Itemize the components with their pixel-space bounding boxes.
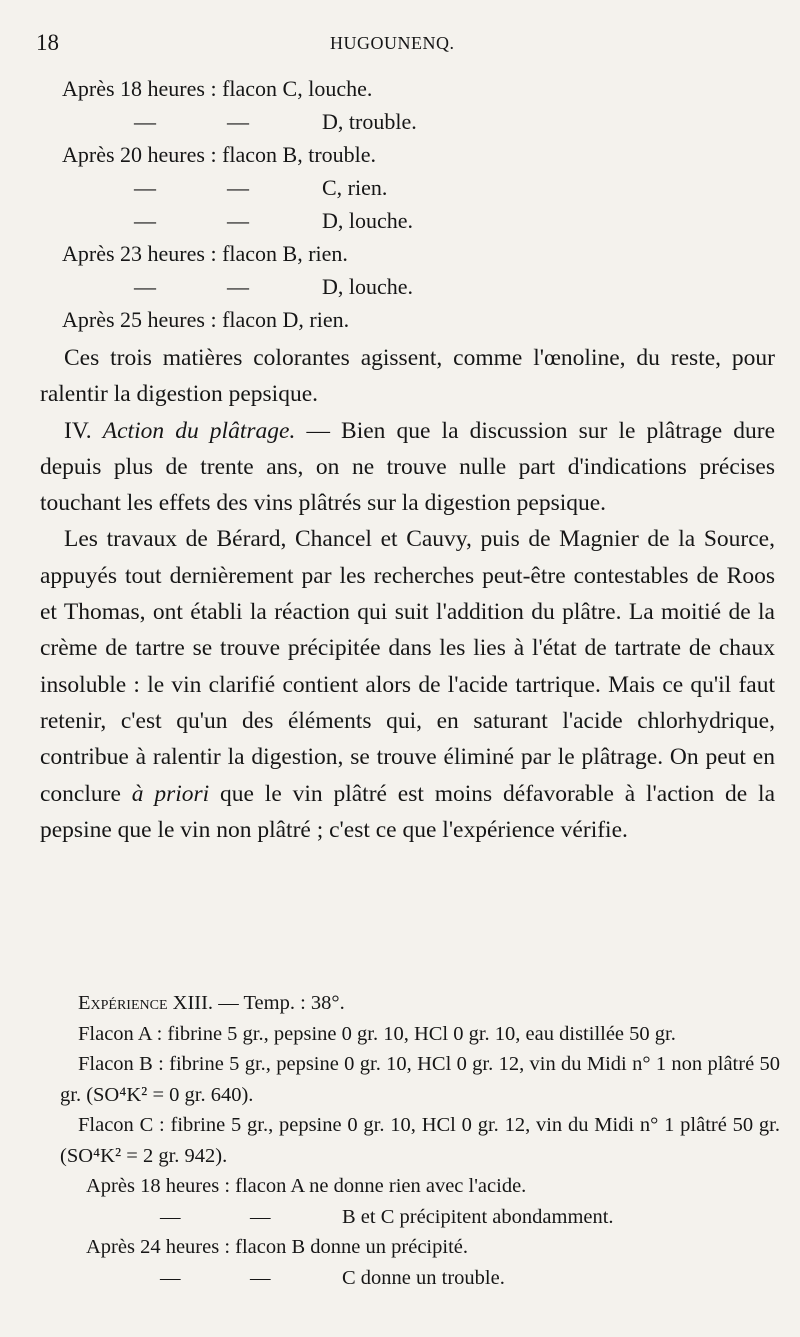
paragraph-platrage xyxy=(40,413,775,522)
flacon-c: Flacon C : fibrine 5 gr., pepsine 0 gr. 10, HCl 0 gr. 12, vin du Midi n° 1 plâtré 50 gr. (SO⁴K² = 2 gr. 942). xyxy=(60,1114,780,1167)
list-item: Après 18 heures : flacon A ne donne rien avec l'acide. xyxy=(86,1175,527,1197)
paragraph-travaux: Les travaux de Bérard, Chancel et Cauvy, puis de Magnier de la Source, appuyés tout dernièrement par les recherches peut-être contestables de Roos et Thomas, ont établi la réaction qui suit l'addition du plâtre. La moitié de la crème de tartre se trouve précipitée dans les lies à l'état de tartrate de chaux insoluble : le vin clarifié contient alors de l'acide tartrique. Mais ce qu'il faut retenir, c'est qu'un des éléments qui, en saturant l'acide chlorhydrique, contribue à ralentir la digestion, se trouve éliminé par le plâtrage. On peut en conclure à priori que le vin plâtré est moins défavorable à l'action de la pepsine que le vin non plâtré ; c'est ce que l'expérience vérifie. xyxy=(40,526,775,843)
page-number: 18 xyxy=(36,30,59,55)
section-number: IV. xyxy=(64,417,92,444)
paragraph-colorants: Ces trois matières colorantes agissent, comme l'œnoline, du reste, pour ralentir la digestion pepsique. xyxy=(40,345,775,408)
list-item: — — D, trouble. xyxy=(134,109,417,134)
section-title: Action du plâtrage. xyxy=(102,417,296,444)
list-item: — — C donne un trouble. xyxy=(160,1266,505,1289)
experiment-label: Expérience XIII. xyxy=(78,992,214,1014)
experiment-heading xyxy=(60,988,780,1019)
body-text xyxy=(40,340,775,848)
list-item: Après 23 heures : flacon B, rien. xyxy=(62,241,348,266)
section-body: — Bien que la discussion sur le plâtrage dure depuis plus de trente ans, on ne trouve nulle part d'indications précises touchant les effets des vins plâtrés sur la digestion pepsique. xyxy=(40,417,776,517)
list-item: Après 18 heures : flacon C, louche. xyxy=(62,76,373,101)
list-item: — — D, louche. xyxy=(134,208,414,233)
list-item: Après 25 heures : flacon D, rien. xyxy=(62,307,350,332)
list-item: — — D, louche. xyxy=(134,274,414,299)
flacon-a: Flacon A : fibrine 5 gr., pepsine 0 gr. 10, HCl 0 gr. 10, eau distillée 50 gr. xyxy=(78,1022,676,1045)
running-head: HUGOUNENQ. xyxy=(330,33,455,53)
list-item: Après 20 heures : flacon B, trouble. xyxy=(62,142,377,167)
results-list xyxy=(62,72,762,336)
experiment-temp: — Temp. : 38°. xyxy=(218,992,345,1014)
page-header xyxy=(0,30,800,60)
list-item: — — B et C précipitent abondamment. xyxy=(160,1205,614,1228)
list-item: — — C, rien. xyxy=(134,175,388,200)
list-item: Après 24 heures : flacon B donne un précipité. xyxy=(86,1236,468,1258)
italic-a-priori: à priori xyxy=(131,780,210,807)
flacon-b: Flacon B : fibrine 5 gr., pepsine 0 gr. 10, HCl 0 gr. 12, vin du Midi n° 1 non plâtré 50 gr. (SO⁴K² = 0 gr. 640). xyxy=(60,1053,780,1106)
experiment-block xyxy=(60,988,780,1293)
